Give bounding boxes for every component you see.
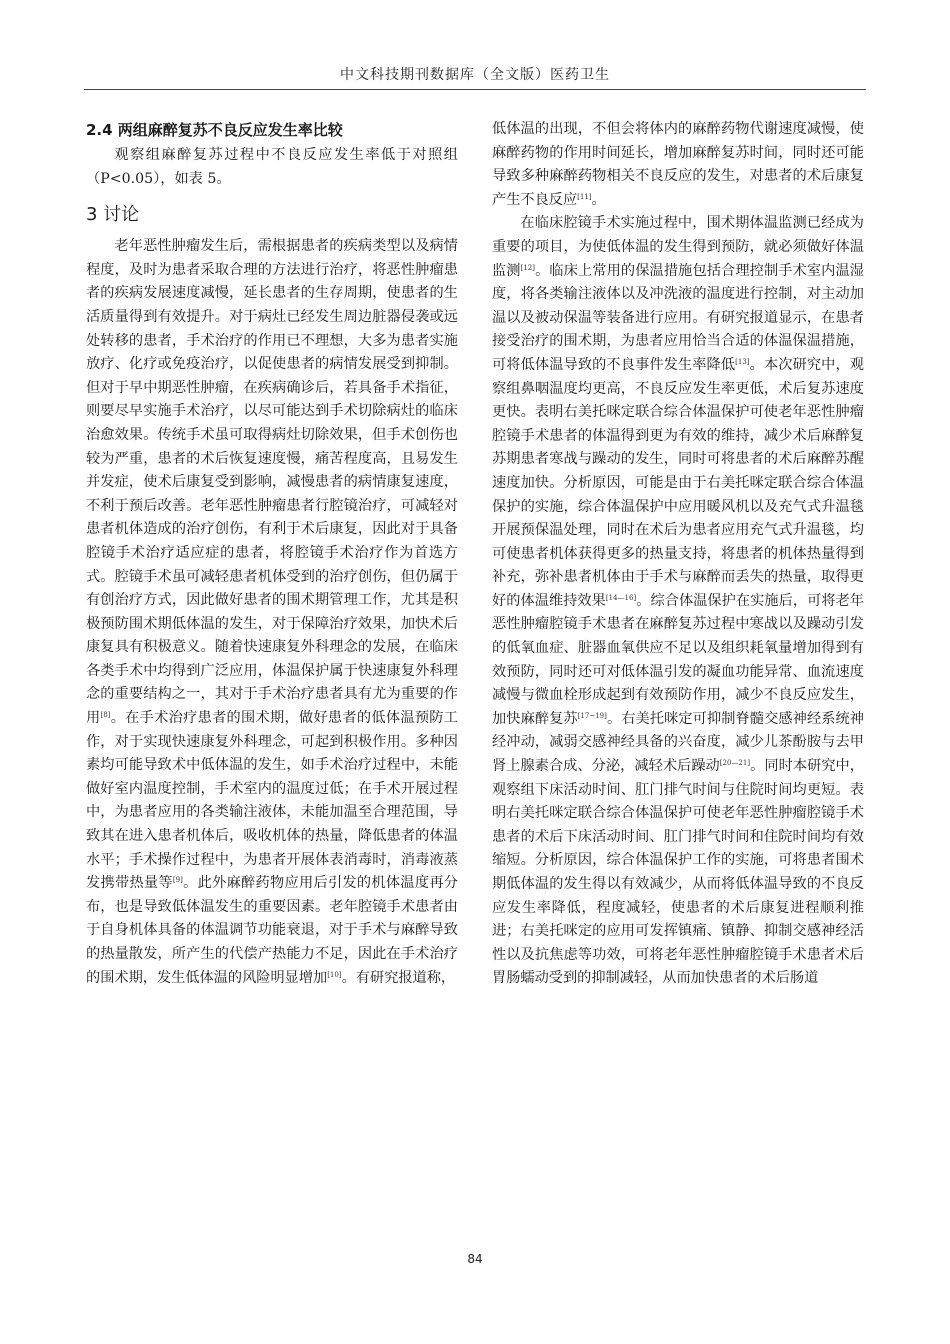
citation-11[interactable]: [11] [577,192,592,201]
citation-8[interactable]: [8] [100,711,111,720]
text-run: 。本次研究中，观察组鼻咽温度均更高，不良反应发生率更低，术后复苏速度更快。表明右美托咪定联合综合体温保护可使老年恶性肿瘤腔镜手术患者的体温得到更为有效的维持，减少术后麻醉复苏期患者寒战与躁动的发生，同时可将患者的术后麻醉苏醒速度加快。分析原因，可能是由于右美托咪定联合综合体温保护的实施，综合体温保护中应用暖风机以及充气式升温毯开展预保温处理，同时在术后为患者应用充气式升温毯，均可使患者机体获得更多的热量支持，将患者的机体热量得到补充，弥补患者机体由于手术与麻醉而丢失的热量，取得更好的体温维持效果 [492,356,864,609]
citation-10[interactable]: [10] [327,970,342,979]
text-run: 。有研究报道称， [341,969,456,986]
citation-17-19[interactable]: [17~19] [577,711,607,720]
citation-14-16[interactable]: [14—16] [605,593,637,602]
citation-12[interactable]: [12] [520,263,535,272]
left-column [86,118,458,990]
text-run: 。综合体温保护在实施后，可将老年恶性肿瘤腔镜手术患者在麻醉复苏过程中寒战以及躁动引发的低氧血症、脏器血氧供应不足以及组织耗氧量增加得到有效预防，同时还可对低体温引发的凝血功能异常、血流速度减慢与微血栓形成起到有效预防作用，减少不良反应发生，加快麻醉复苏 [492,592,864,727]
text-run: 老年恶性肿瘤发生后，需根据患者的疾病类型以及病情程度，及时为患者采取合理的方法进行治疗，将恶性肿瘤患者的疾病发展速度减慢，延长患者的生存周期，使患者的生活质量得到有效提升。对于病灶已经发生周边脏器侵袭或远处转移的患者，手术治疗的作用已不理想，大多为患者实施放疗、化疗或免疫治疗，以促使患者的病情发展受到抑制。但对于早中期恶性肿瘤，在疾病确诊后，若具备手术指征，则要尽早实施手术治疗，以尽可能达到手术切除病灶的临床治愈效果。传统手术虽可取得病灶切除效果，但手术创伤也较为严重，患者的术后恢复速度慢，痛苦程度高，且易发生并发症，使术后康复受到影响，减慢患者的病情康复速度，不利于预后改善。老年恶性肿瘤患者行腔镜治疗，可减轻对患者机体造成的治疗创伤，有利于术后康复，因此对于具备腔镜手术治疗适应症的患者，将腔镜手术治疗作为首选方式。腔镜手术虽可减轻患者机体受到的治疗创伤，但仍属于有创治疗方式，因此做好患者的围术期管理工作，尤其是积极预防围术期低体温的发生，对于保障治疗效果，加快术后康复具有积极意义。随着快速康复外科理念的发展，在临床各类手术中均得到广泛应用，体温保护属于快速康复外科理念的重要结构之一，其对于手术治疗患者具有尤为重要的作用 [86,238,458,727]
journal-header: 中文科技期刊数据库（全文版）医药卫生 [340,67,610,83]
citation-20-21[interactable]: [20—21] [719,759,751,768]
text-run: 。同时本研究中，观察组下床活动时间、肛门排气时间与住院时间均更短。表明右美托咪定联合综合体温保护可使老年恶性肿瘤腔镜手术患者的术后下床活动时间、肛门排气时间和住院时间均有效缩短。分析原因，综合体温保护工作的实施，可将患者围术期低体温的发生得以有效减少，从而将低体温导致的不良反应发生率降低，程度减轻，使患者的术后康复进程顺利推进；右美托咪定的应用可发挥镇痛、镇静、抑制交感神经活性以及抗焦虑等功效，可将老年恶性肿瘤腔镜手术患者术后胃肠蠕动受到的抑制减轻，从而加快患者的术后肠道 [492,758,864,987]
discussion-paragraph-2 [492,212,864,991]
text-run: 在临床腔镜手术实施过程中，围术期体温监测已经成为重要的项目，为使低体温的发生得到预防，就必须做好体温监测 [492,215,864,279]
section-2-4-paragraph: 观察组麻醉复苏过程中不良反应发生率低于对照组（P<0.05），如表 5。 [86,147,458,187]
header-divider [84,89,866,90]
text-run: 。此外麻醉药物应用后引发的机体温度再分布，也是导致低体温发生的重要因素。老年腔镜手术患者由于自身机体具备的体温调节功能衰退，对于手术与麻醉导致的热量散发，所产生的代偿产热能力不足，因此在手术治疗的围术期，发生低体温的风险明显增加 [86,875,458,986]
discussion-paragraph-1 [86,235,458,990]
discussion-paragraph-1-continued [492,118,864,212]
text-run: 。 [591,191,606,208]
citation-13[interactable]: [13] [735,357,750,366]
text-run: 。临床上常用的保温措施包括合理控制手术室内温湿度，将各类输注液体以及冲洗液的温度进行控制，对主动加温以及被动保温等装备进行应用。有研究报道显示，在患者接受治疗的围术期，为患者应用恰当合适的体温保温措施，可将低体温导致的不良事件发生率降低 [492,262,864,373]
page-number: 84 [467,1252,483,1266]
section-2-4-heading: 2.4 两组麻醉复苏不良反应发生率比较 [86,121,343,139]
text-run: 。右美托咪定可抑制脊髓交感神经系统神经冲动，减弱交感神经具备的兴奋度，减少儿茶酚胺与去甲肾上腺素合成、分泌，减轻术后躁动 [492,710,864,775]
text-run: 。在手术治疗患者的围术期，做好患者的低体温预防工作，对于实现快速康复外科理念，可起到积极作用。多种因素均可能导致术中低体温的发生，如手术治疗过程中，未能做好室内温度控制，手术室内的温度过低；在手术开展过程中，为患者应用的各类输注液体，未能加温至合理范围，导致其在进入患者机体后，吸收机体的热量，降低患者的体温水平；手术操作过程中，为患者开展体表消毒时，消毒液蒸发携带热量等 [86,710,458,892]
citation-9[interactable]: [9] [172,876,183,885]
right-column [492,118,864,991]
section-3-heading: 3 讨论 [86,204,140,226]
text-run: 低体温的出现，不但会将体内的麻醉药物代谢速度减慢，使麻醉药物的作用时间延长，增加麻醉复苏时间，同时还可能导致多种麻醉药物相关不良反应的发生，对患者的术后康复产生不良反应 [492,121,864,208]
